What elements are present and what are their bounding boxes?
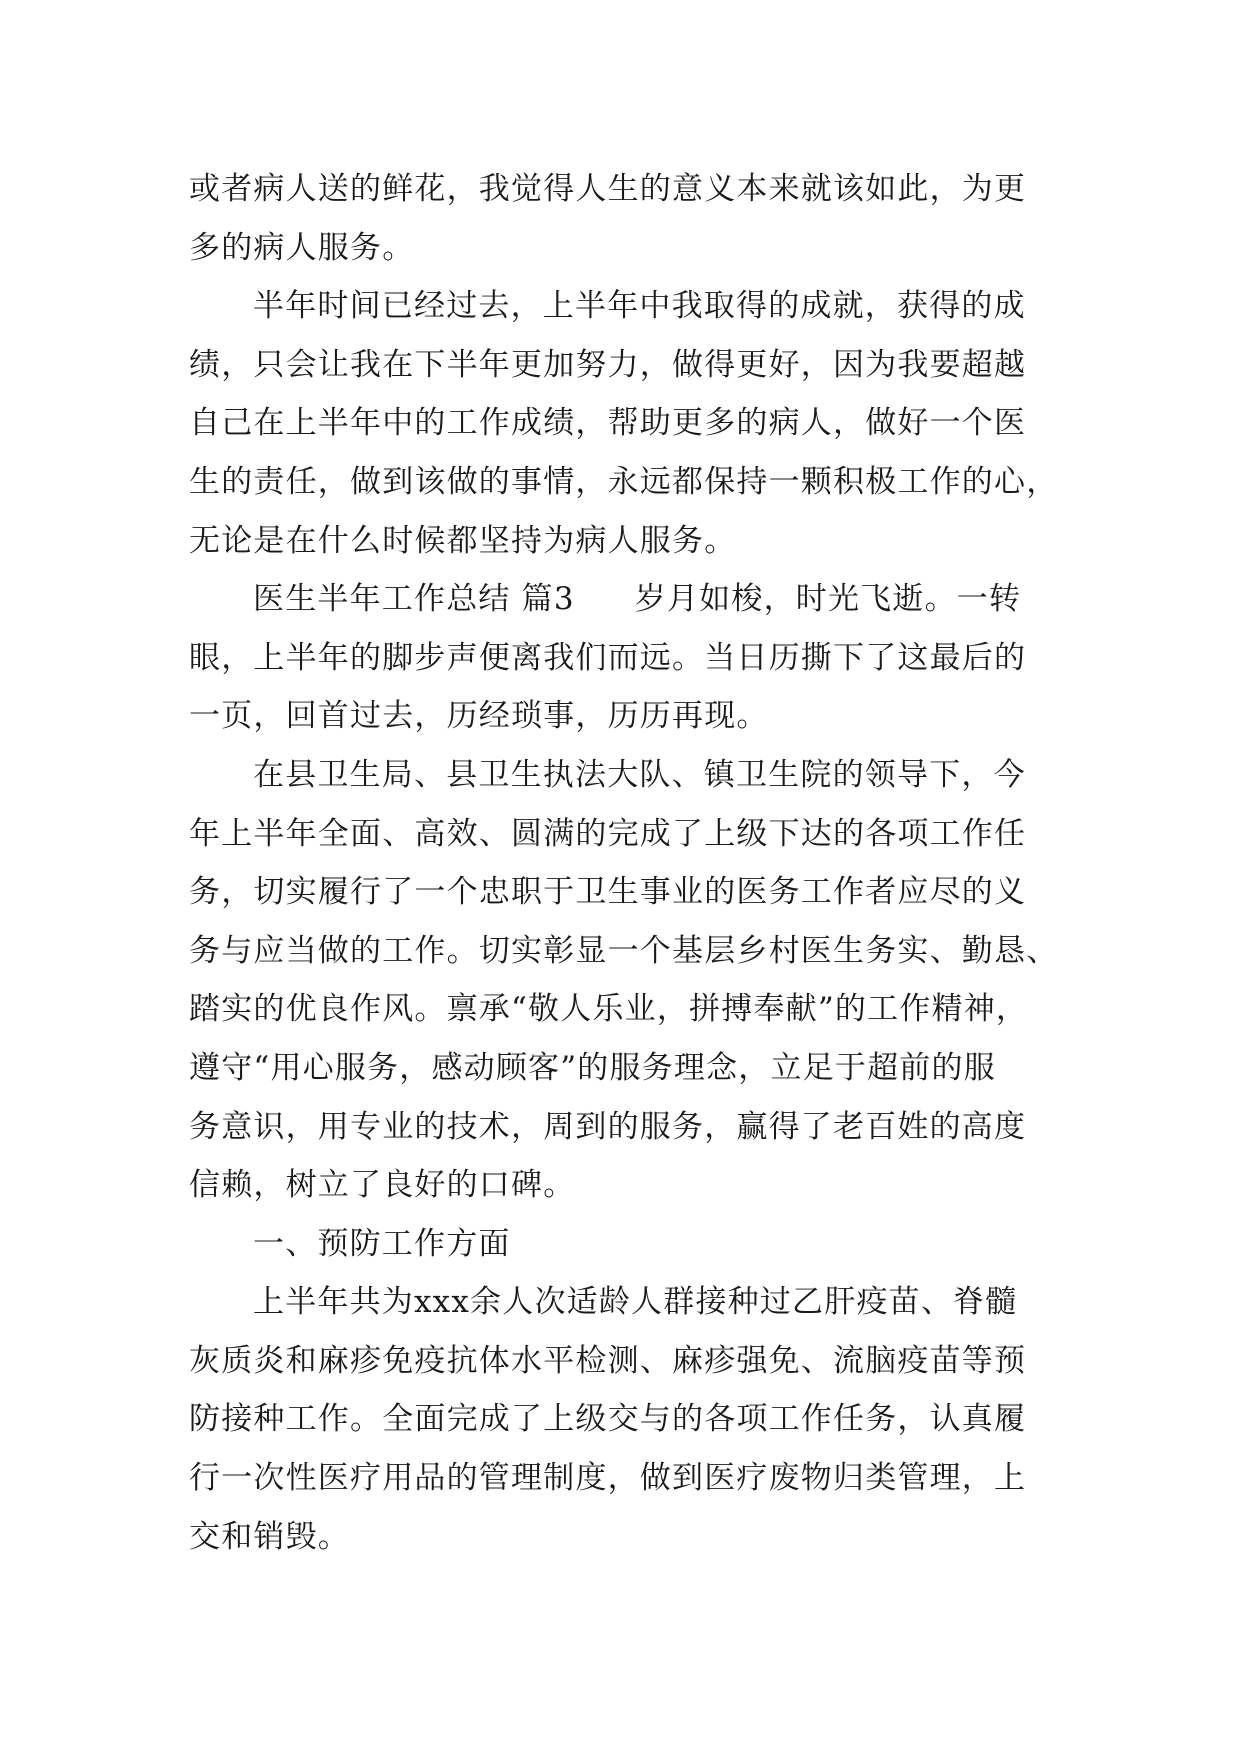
- text-line: 行一次性医疗用品的管理制度，做到医疗废物归类管理，上: [189, 1460, 1027, 1497]
- text-line: 年上半年全面、高效、圆满的完成了上级下达的各项工作任: [189, 815, 1027, 852]
- text-line: 交和销毁。: [189, 1518, 350, 1555]
- text-line: 无论是在什么时候都坚持为病人服务。: [189, 522, 737, 559]
- section-opening-text: 岁月如梭，时光飞逝。一转: [634, 581, 1022, 618]
- text-line: 或者病人送的鲜花，我觉得人生的意义本来就该如此，为更: [189, 171, 1027, 207]
- text-line: 自己在上半年中的工作成绩，帮助更多的病人，做好一个医: [189, 405, 1027, 442]
- text-line: 防接种工作。全面完成了上级交与的各项工作任务，认真履: [189, 1401, 1027, 1438]
- text-line: 务意识，用专业的技术，周到的服务，赢得了老百姓的高度: [189, 1108, 1027, 1145]
- text-line: 务，切实履行了一个忠职于卫生事业的医务工作者应尽的义: [189, 874, 1027, 911]
- text-line: 信赖，树立了良好的口碑。: [189, 1167, 576, 1204]
- section-title-line: [189, 570, 1051, 629]
- subheading-line: 一、预防工作方面: [253, 1225, 511, 1262]
- document-body: [189, 160, 1059, 1566]
- text-line: 踏实的优良作风。禀承“敬人乐业，拼搏奉献”的工作精神，: [189, 991, 1029, 1028]
- text-line: 遵守“用心服务，感动顾客”的服务理念，立足于超前的服: [189, 1049, 996, 1086]
- text-line: 生的责任，做到该做的事情，永远都保持一颗积极工作的心，: [189, 463, 1059, 500]
- text-line: 绩，只会让我在下半年更加努力，做得更好，因为我要超越: [189, 346, 1027, 383]
- text-line: 眼，上半年的脚步声便离我们而远。当日历撕下了这最后的: [189, 639, 1027, 676]
- text-line: 在县卫生局、县卫生执法大队、镇卫生院的领导下，今: [253, 756, 1026, 793]
- text-line: 多的病人服务。: [189, 229, 415, 266]
- text-line: 一页，回首过去，历经琐事，历历再现。: [189, 698, 769, 735]
- text-line: 灰质炎和麻疹免疫抗体水平检测、麻疹强免、流脑疫苗等预: [189, 1342, 1027, 1379]
- text-line: 上半年共为xxx余人次适龄人群接种过乙肝疫苗、脊髓: [253, 1284, 1018, 1321]
- section-title: 医生半年工作总结 篇3: [253, 581, 575, 618]
- text-line: 务与应当做的工作。切实彰显一个基层乡村医生务实、勤恳、: [189, 932, 1059, 969]
- text-line: 半年时间已经过去，上半年中我取得的成就，获得的成: [253, 288, 1026, 325]
